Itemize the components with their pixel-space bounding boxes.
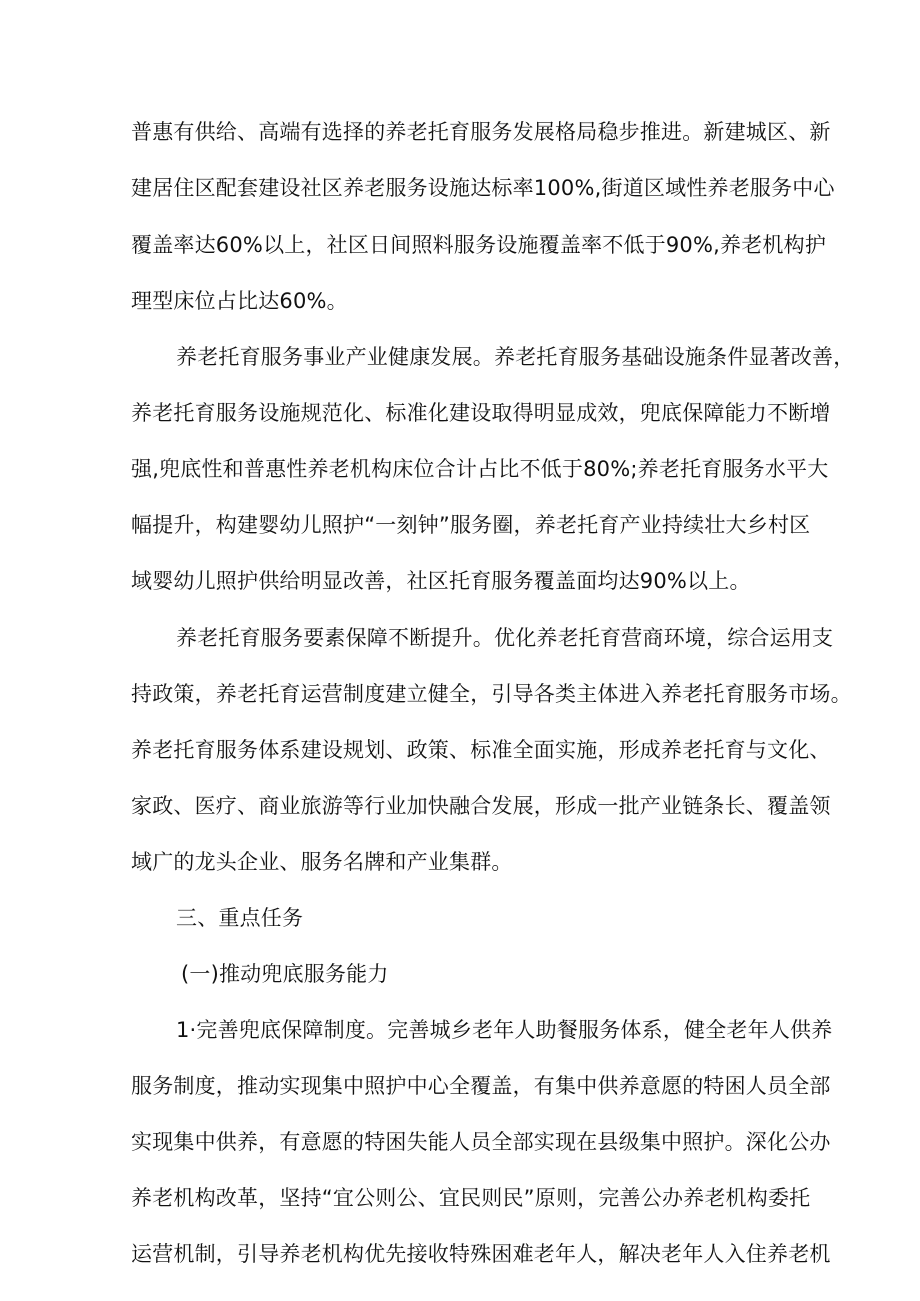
paragraph-line: 强,兜底性和普惠性养老机构床位合计占比不低于80%;养老托育服务水平大 — [131, 457, 829, 481]
paragraph-line: 域广的龙头企业、服务名牌和产业集群。 — [131, 850, 513, 874]
paragraph-line: 家政、医疗、商业旅游等行业加快融合发展，形成一批产业链条长、覆盖领 — [131, 794, 831, 818]
paragraph-line: 持政策，养老托育运营制度建立健全，引导各类主体进入养老托育服务市场。 — [131, 682, 852, 706]
paragraph-line: 实现集中供养，有意愿的特困失能人员全部实现在县级集中照护。深化公办 — [131, 1130, 831, 1154]
paragraph-line: 服务制度，推动实现集中照护中心全覆盖，有集中供养意愿的特困人员全部 — [131, 1074, 831, 1098]
subsection-heading: (一)推动兜底服务能力 — [181, 962, 389, 986]
paragraph-line: 普惠有供给、高端有选择的养老托育服务发展格局稳步推进。新建城区、新 — [131, 120, 831, 144]
paragraph-line: 理型床位占比达60%。 — [131, 289, 348, 313]
paragraph-line: 建居住区配套建设社区养老服务设施达标率100%,街道区域性养老服务中心 — [131, 176, 835, 200]
paragraph-line: 幅提升，构建婴幼儿照护“一刻钟”服务圈，养老托育产业持续壮大乡村区 — [131, 513, 811, 537]
paragraph-line: 域婴幼儿照护供给明显改善，社区托育服务覆盖面均达90%以上。 — [131, 569, 751, 593]
paragraph-line: 覆盖率达60%以上，社区日间照料服务设施覆盖率不低于90%,养老机构护 — [131, 233, 827, 257]
paragraph-line: 运营机制，引导养老机构优先接收特殊困难老年人，解决老年人入住养老机 — [131, 1242, 831, 1266]
paragraph-line: 1·完善兜底保障制度。完善城乡老年人助餐服务体系，健全老年人供养 — [176, 1018, 833, 1042]
paragraph-line: 养老机构改革，坚持“宜公则公、宜民则民”原则，完善公办养老机构委托 — [131, 1186, 811, 1210]
paragraph-line: 养老托育服务事业产业健康发展。养老托育服务基础设施条件显著改善， — [176, 345, 855, 369]
paragraph-line: 养老托育服务体系建设规划、政策、标准全面实施，形成养老托育与文化、 — [131, 738, 831, 762]
paragraph-line: 养老托育服务设施规范化、标准化建设取得明显成效，兜底保障能力不断增 — [131, 401, 831, 425]
section-heading: 三、重点任务 — [176, 906, 304, 930]
paragraph-line: 养老托育服务要素保障不断提升。优化养老托育营商环境，综合运用支 — [176, 626, 834, 650]
